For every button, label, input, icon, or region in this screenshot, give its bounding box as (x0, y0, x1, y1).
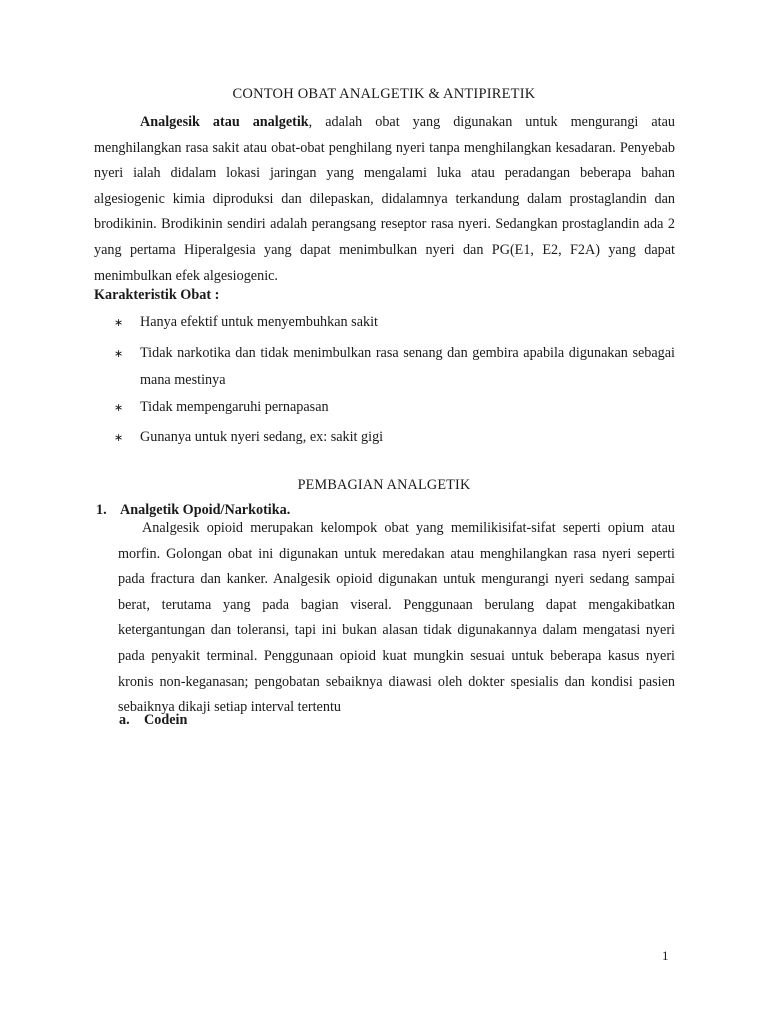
list-item (94, 309, 675, 336)
characteristics-list (94, 309, 675, 451)
asterisk-bullet-icon: ∗ (114, 316, 124, 329)
list-item (94, 340, 675, 394)
characteristics-heading: Karakteristik Obat : (94, 287, 220, 303)
list-item (94, 394, 675, 421)
asterisk-bullet-icon: ∗ (114, 401, 124, 414)
document-title: CONTOH OBAT ANALGETIK & ANTIPIRETIK (232, 86, 536, 102)
page-number: 1 (662, 948, 669, 963)
list-item-text: Hanya efektif untuk menyembuhkan sakit (140, 314, 378, 330)
intro-text: , adalah obat yang digunakan untuk mengurangi atau menghilangkan rasa sakit atau obat-obat penghilang nyeri tanpa menghilangkan kesadaran. Penyebab nyeri ialah didalam lokasi jaringan yang mengalami luka atau peradangan beberapa bahan algesiogenic kimia diproduksi dan dilepaskan, didalamnya terkandung dalam prostaglandin dan brodikinin. Brodikinin sendiri adalah perangsang reseptor rasa nyeri. Sedangkan prostaglandin ada 2 yang pertama Hiperalgesia yang dapat menimbulkan nyeri dan PG(E1, E2, F2A) yang dapat menimbulkan efek algesiogenic. (94, 114, 675, 284)
sub-heading-text: Codein (144, 712, 188, 728)
list-item-text: Tidak narkotika dan tidak menimbulkan rasa senang dan gembira apabila digunakan sebagai mana mestinya (140, 345, 675, 388)
intro-paragraph (94, 110, 675, 289)
intro-bold-lead: Analgesik atau analgetik (140, 114, 309, 130)
list-item (94, 424, 675, 451)
sub-heading (119, 712, 187, 729)
list-item-text: Tidak mempengaruhi pernapasan (140, 399, 329, 415)
list-item-text: Gunanya untuk nyeri sedang, ex: sakit gigi (140, 429, 384, 445)
section-title: PEMBAGIAN ANALGETIK (297, 477, 471, 493)
sub-letter: a. (119, 712, 130, 728)
item-heading: Analgetik Opoid/Narkotika. (120, 502, 291, 518)
asterisk-bullet-icon: ∗ (114, 431, 124, 444)
item-number: 1. (96, 502, 107, 518)
section-body-paragraph: Analgesik opioid merupakan kelompok obat yang memilikisifat-sifat seperti opium atau morfin. Golongan obat ini digunakan untuk meredakan atau menghilangkan rasa nyeri seperti pada fractura dan kanker. Analgesik opioid digunakan untuk mengurangi nyeri sedang sampai berat, terutama yang pada bagian viseral. Penggunaan berulang dapat mengakibatkan ketergantungan dan toleransi, tapi ini bukan alasan tidak digunakannya dalam mengatasi nyeri pada penyakit terminal. Penggunaan opioid kuat mungkin sesuai untuk beberapa kasus nyeri kronis non-keganasan; pengobatan sebaiknya diawasi oleh dokter spesialis dan kondisi pasien sebaiknya dikaji setiap interval tertentu (118, 520, 675, 716)
asterisk-bullet-icon: ∗ (114, 347, 124, 360)
